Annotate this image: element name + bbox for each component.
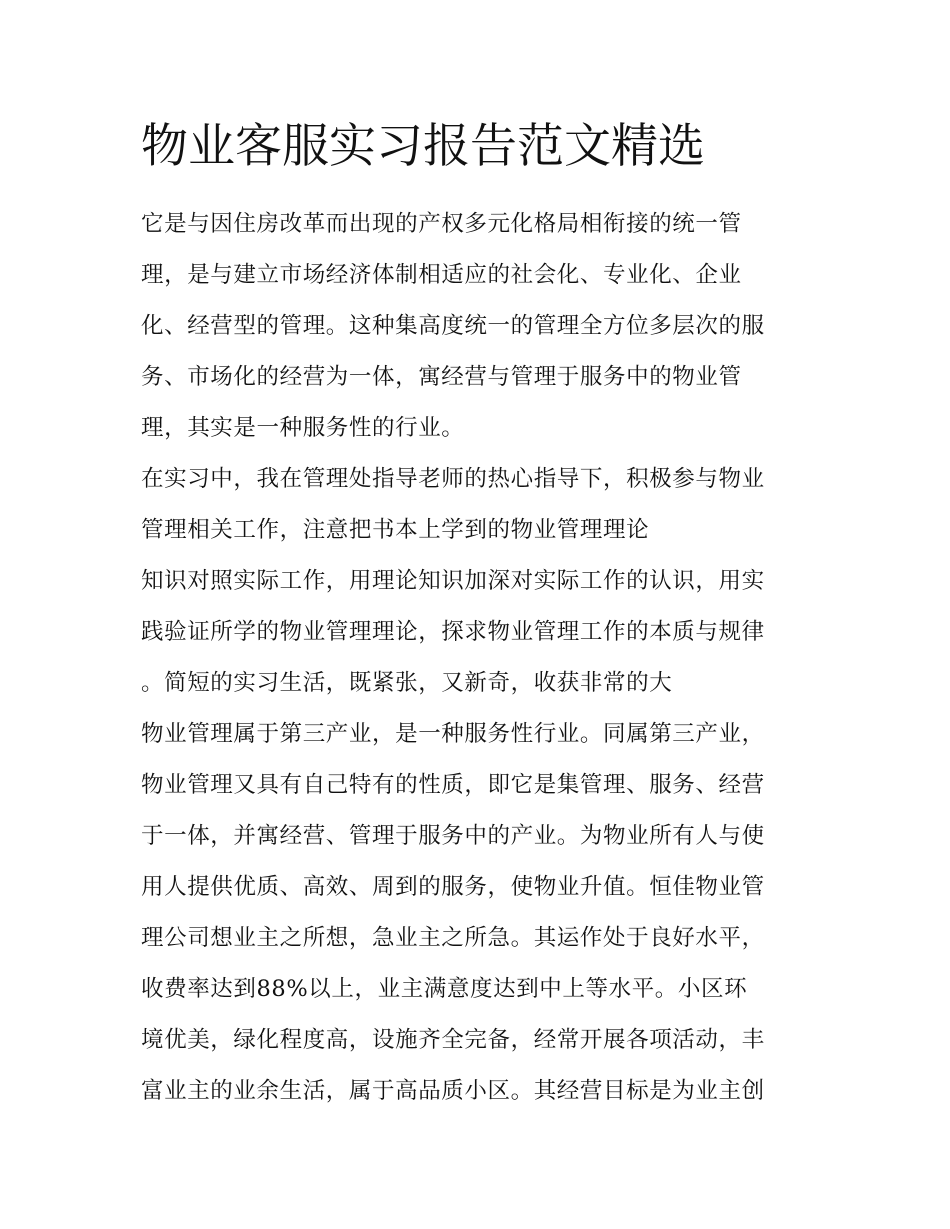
text-line: 在实习中，我在管理处指导老师的热心指导下，积极参与物业	[141, 466, 765, 492]
text-line: 于一体，并寓经营、管理于服务中的产业。为物业所有人与使	[141, 823, 765, 849]
text-line: 它是与因住房改革而出现的产权多元化格局相衔接的统一管	[141, 211, 742, 237]
text-line: 物业管理属于第三产业，是一种服务性行业。同属第三产业，	[141, 721, 765, 747]
text-line: 收费率达到88%以上，业主满意度达到中上等水平。小区环	[141, 976, 748, 1002]
text-line: 境优美，绿化程度高，设施齐全完备，经常开展各项活动，丰	[141, 1027, 765, 1053]
text-line: 知识对照实际工作，用理论知识加深对实际工作的认识，用实	[141, 568, 765, 594]
text-line: 用人提供优质、高效、周到的服务，使物业升值。恒佳物业管	[141, 874, 765, 900]
text-line: 化、经营型的管理。这种集高度统一的管理全方位多层次的服	[141, 313, 765, 339]
text-line: 。简短的实习生活，既紧张，又新奇，收获非常的大	[141, 670, 673, 696]
text-line: 务、市场化的经营为一体，寓经营与管理于服务中的物业管	[141, 364, 742, 390]
text-line: 理，是与建立市场经济体制相适应的社会化、专业化、企业	[141, 262, 742, 288]
text-line: 理，其实是一种服务性的行业。	[141, 415, 465, 441]
text-line: 践验证所学的物业管理理论，探求物业管理工作的本质与规律	[141, 619, 765, 645]
document-body	[141, 199, 821, 1117]
text-line: 物业管理又具有自己特有的性质，即它是集管理、服务、经营	[141, 772, 765, 798]
text-line: 理公司想业主之所想，急业主之所急。其运作处于良好水平，	[141, 925, 765, 951]
text-line: 富业主的业余生活，属于高品质小区。其经营目标是为业主创	[141, 1078, 765, 1104]
document-title: 物业客服实习报告范文精选	[141, 119, 705, 174]
text-line: 管理相关工作，注意把书本上学到的物业管理理论	[141, 517, 650, 543]
